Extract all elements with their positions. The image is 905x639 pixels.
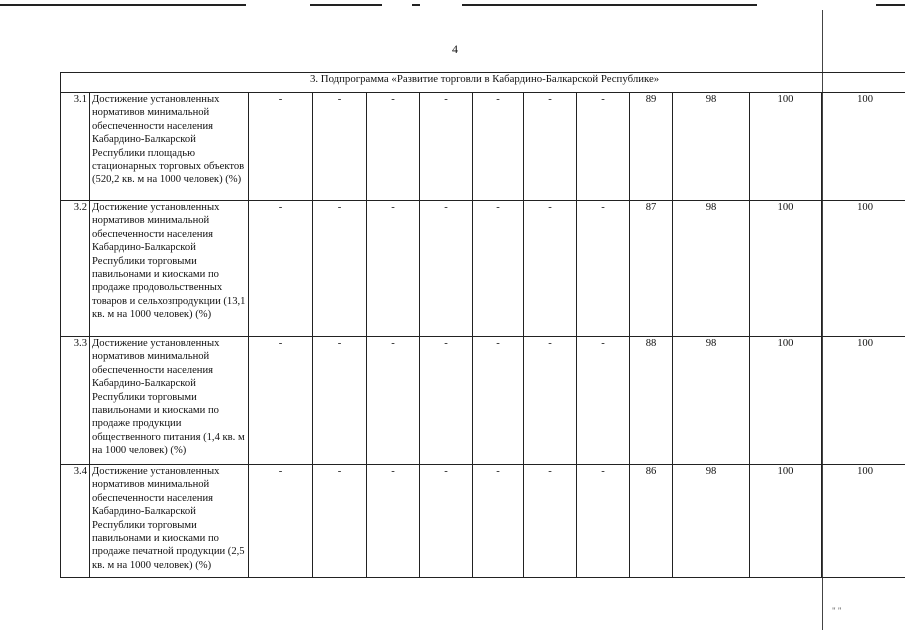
- value-cell: 86: [630, 465, 673, 578]
- row-description: Достижение установленных нормативов минимальной обеспеченности населения Кабардино-Балкарской Республики торговыми павильонами и киосками по продаже печатной продукции (2,5 кв. м на 1000 человек) (%): [90, 465, 249, 578]
- section-header-row: [61, 73, 905, 93]
- row-description: Достижение установленных нормативов минимальной обеспеченности населения Кабардино-Балкарской Республики торговыми павильонами и киосками по продаже продовольственных товаров и сельхозпродукции (13,1 кв. м на 1000 человек) (%): [90, 201, 249, 337]
- value-cell: -: [420, 337, 473, 465]
- table-row: [61, 201, 905, 337]
- value-cell: -: [473, 201, 524, 337]
- row-number: 3.4: [61, 465, 90, 578]
- value-cell: -: [249, 337, 313, 465]
- table-row: [61, 93, 905, 201]
- value-cell: 100: [750, 337, 822, 465]
- value-cell: -: [577, 465, 630, 578]
- value-cell: -: [313, 201, 367, 337]
- value-cell: -: [473, 93, 524, 201]
- value-cell: -: [420, 93, 473, 201]
- row-description: Достижение установленных нормативов минимальной обеспеченности населения Кабардино-Балкарской Республики торговыми павильонами и киосками по продаже продукции общественного питания (1,4 кв. м на 1000 человек) (%): [90, 337, 249, 465]
- scan-artifact-line: [876, 4, 905, 6]
- value-cell: 98: [673, 93, 750, 201]
- page-number: 4: [452, 42, 458, 56]
- value-cell: -: [524, 465, 577, 578]
- row-number: 3.2: [61, 201, 90, 337]
- value-cell: 98: [673, 337, 750, 465]
- value-cell: -: [420, 465, 473, 578]
- value-cell: -: [313, 465, 367, 578]
- value-cell: -: [524, 201, 577, 337]
- value-cell: 100: [750, 465, 822, 578]
- value-cell: 88: [630, 337, 673, 465]
- value-cell: 100: [750, 201, 822, 337]
- table-row: [61, 337, 905, 465]
- scan-artifact-line: [0, 4, 246, 6]
- value-cell: -: [313, 93, 367, 201]
- scan-artifact-line: [462, 4, 757, 6]
- scan-corner-marks: " ": [832, 606, 842, 616]
- value-cell: -: [473, 465, 524, 578]
- value-cell: -: [367, 201, 420, 337]
- value-cell: -: [249, 201, 313, 337]
- row-number: 3.1: [61, 93, 90, 201]
- value-cell: -: [367, 93, 420, 201]
- row-number: 3.3: [61, 337, 90, 465]
- value-cell: -: [577, 93, 630, 201]
- value-cell: 100: [750, 93, 822, 201]
- table-row: [61, 465, 905, 578]
- value-cell: -: [367, 465, 420, 578]
- value-cell: 100: [822, 201, 905, 337]
- value-cell: -: [524, 337, 577, 465]
- value-cell: -: [473, 337, 524, 465]
- value-cell: 100: [822, 93, 905, 201]
- value-cell: 100: [822, 337, 905, 465]
- value-cell: 98: [673, 201, 750, 337]
- indicator-table: [60, 72, 905, 578]
- value-cell: -: [313, 337, 367, 465]
- value-cell: 87: [630, 201, 673, 337]
- value-cell: 100: [822, 465, 905, 578]
- value-cell: -: [420, 201, 473, 337]
- value-cell: -: [249, 93, 313, 201]
- value-cell: -: [577, 201, 630, 337]
- value-cell: 98: [673, 465, 750, 578]
- value-cell: -: [249, 465, 313, 578]
- scan-artifact-line: [412, 4, 420, 6]
- value-cell: 89: [630, 93, 673, 201]
- value-cell: -: [577, 337, 630, 465]
- section-title: 3. Подпрограмма «Развитие торговли в Кабардино-Балкарской Республике»: [61, 73, 905, 93]
- row-description: Достижение установленных нормативов минимальной обеспеченности населения Кабардино-Балкарской Республики площадью стационарных торговых объектов (520,2 кв. м на 1000 человек) (%): [90, 93, 249, 201]
- value-cell: -: [367, 337, 420, 465]
- value-cell: -: [524, 93, 577, 201]
- scan-artifact-line: [310, 4, 382, 6]
